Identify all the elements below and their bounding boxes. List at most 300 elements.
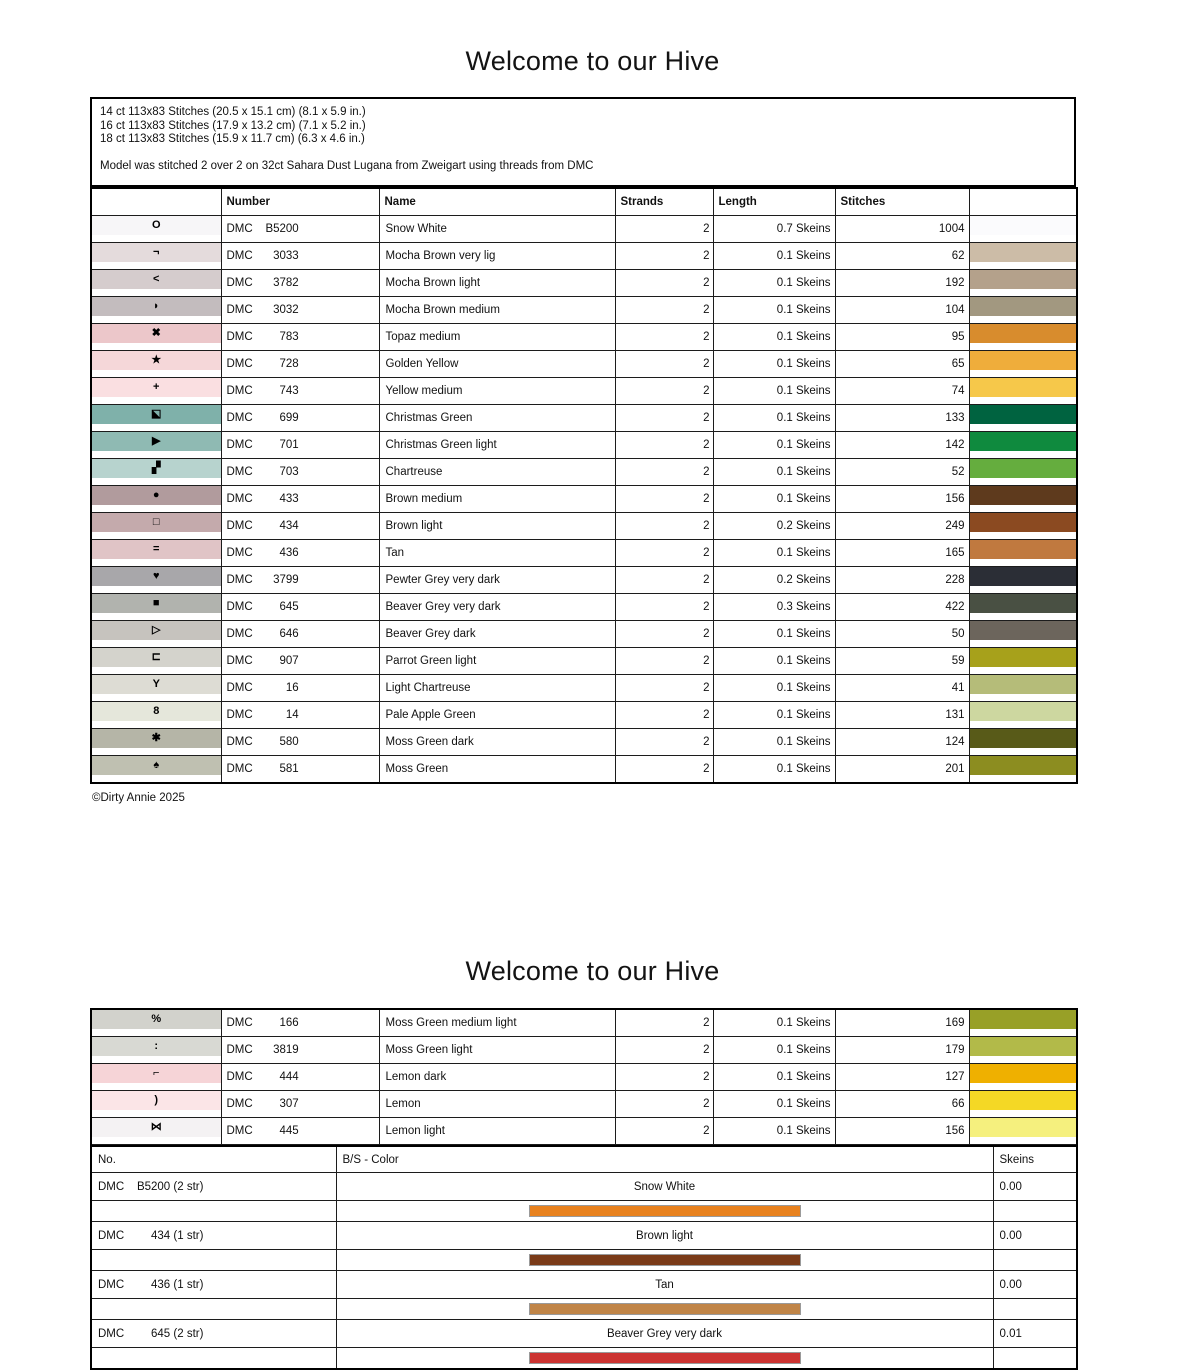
brand-label: DMC xyxy=(226,628,253,640)
length-value: 0.2 Skeins xyxy=(713,567,835,594)
symbol-cell xyxy=(91,675,221,702)
length-value: 0.3 Skeins xyxy=(713,594,835,621)
strands-value: 2 xyxy=(615,702,713,729)
color-swatch-cell xyxy=(969,270,1077,297)
stitches-value: 142 xyxy=(835,432,969,459)
stitch-symbol: + xyxy=(153,381,160,393)
color-swatch xyxy=(970,216,1077,235)
floss-name: Mocha Brown very lig xyxy=(379,243,615,270)
stitches-value: 65 xyxy=(835,351,969,378)
floss-key-table-continued xyxy=(90,1008,1078,1145)
floss-number-cell xyxy=(221,648,379,675)
bs-skeins-header: Skeins xyxy=(993,1146,1077,1173)
floss-name: Golden Yellow xyxy=(379,351,615,378)
length-value: 0.1 Skeins xyxy=(713,405,835,432)
floss-number: B5200 xyxy=(136,1180,171,1193)
symbol-column-header xyxy=(91,188,221,216)
stitch-symbol: ■ xyxy=(152,597,160,609)
brand-label: DMC xyxy=(226,736,253,748)
page-title: Welcome to our Hive xyxy=(465,46,720,76)
color-swatch-cell xyxy=(969,324,1077,351)
color-swatch-cell xyxy=(969,540,1077,567)
symbol-cell xyxy=(91,270,221,297)
stitches-value: 165 xyxy=(835,540,969,567)
floss-row xyxy=(91,513,1077,540)
stitches-value: 66 xyxy=(835,1091,969,1118)
color-swatch xyxy=(970,648,1077,667)
swatch-column-header xyxy=(969,188,1077,216)
stitches-value: 228 xyxy=(835,567,969,594)
strands-value: 2 xyxy=(615,1037,713,1064)
symbol-cell xyxy=(91,1037,221,1064)
symbol-chip xyxy=(92,432,221,451)
floss-number: 581 xyxy=(279,763,299,775)
color-swatch-cell xyxy=(969,378,1077,405)
stitch-symbol: ● xyxy=(152,489,160,501)
color-swatch-cell xyxy=(969,567,1077,594)
symbol-cell xyxy=(91,459,221,486)
empty-cell xyxy=(91,1348,336,1370)
length-column-header: Length xyxy=(713,188,835,216)
backstitch-bar-row xyxy=(91,1348,1077,1370)
floss-row xyxy=(91,405,1077,432)
floss-number-cell xyxy=(221,1009,379,1037)
stitch-count-infobox xyxy=(90,97,1076,187)
empty-cell xyxy=(993,1299,1077,1320)
color-swatch xyxy=(970,486,1077,505)
symbol-chip xyxy=(92,324,221,343)
brand-label: DMC xyxy=(226,493,253,505)
symbol-chip xyxy=(92,621,221,640)
symbol-cell xyxy=(91,594,221,621)
strands-value: 2 xyxy=(615,756,713,784)
length-value: 0.7 Skeins xyxy=(713,216,835,243)
floss-row xyxy=(91,540,1077,567)
strand-note: (2 str) xyxy=(173,1327,204,1340)
symbol-chip xyxy=(92,1037,221,1056)
bs-color-name: Snow White xyxy=(336,1173,993,1201)
strands-value: 2 xyxy=(615,675,713,702)
symbol-chip xyxy=(92,702,221,721)
backstitch-row xyxy=(91,1271,1077,1299)
bs-floss-number-cell xyxy=(91,1222,336,1250)
strands-value: 2 xyxy=(615,432,713,459)
stitch-symbol: ♠ xyxy=(153,759,160,771)
empty-cell xyxy=(91,1250,336,1271)
floss-number-cell xyxy=(221,540,379,567)
stitch-symbol: ▶ xyxy=(152,435,161,447)
floss-number: 3782 xyxy=(273,277,299,289)
floss-number-cell xyxy=(221,1118,379,1145)
empty-cell xyxy=(993,1201,1077,1222)
backstitch-row xyxy=(91,1320,1077,1348)
stitches-value: 422 xyxy=(835,594,969,621)
floss-number-cell xyxy=(221,351,379,378)
stitch-symbol: ) xyxy=(154,1094,159,1106)
floss-number: 3033 xyxy=(273,250,299,262)
floss-number: 444 xyxy=(279,1071,299,1083)
length-value: 0.1 Skeins xyxy=(713,297,835,324)
empty-cell xyxy=(993,1250,1077,1271)
length-value: 0.1 Skeins xyxy=(713,351,835,378)
strands-value: 2 xyxy=(615,621,713,648)
brand-label: DMC xyxy=(226,223,253,235)
strands-value: 2 xyxy=(615,648,713,675)
stitch-count-line: 16 ct 113x83 Stitches (17.9 x 13.2 cm) (7.1 x 5.2 in.) xyxy=(100,119,366,132)
floss-name: Snow White xyxy=(379,216,615,243)
brand-label: DMC xyxy=(98,1278,125,1291)
symbol-cell xyxy=(91,324,221,351)
stitch-count-line: 14 ct 113x83 Stitches (20.5 x 15.1 cm) (8.1 x 5.9 in.) xyxy=(100,106,366,118)
backstitch-row xyxy=(91,1222,1077,1250)
symbol-chip xyxy=(92,1010,221,1029)
color-swatch xyxy=(970,297,1077,316)
floss-name: Pewter Grey very dark xyxy=(379,567,615,594)
floss-row xyxy=(91,378,1077,405)
bs-skeins-value: 0.00 xyxy=(993,1271,1077,1299)
brand-label: DMC xyxy=(98,1180,125,1193)
color-swatch xyxy=(970,432,1077,451)
floss-row xyxy=(91,1009,1077,1037)
strands-value: 2 xyxy=(615,459,713,486)
stitch-symbol: = xyxy=(153,543,160,555)
strand-note: (1 str) xyxy=(173,1229,204,1242)
length-value: 0.1 Skeins xyxy=(713,621,835,648)
symbol-cell xyxy=(91,729,221,756)
floss-number: 3819 xyxy=(273,1044,299,1056)
symbol-cell xyxy=(91,486,221,513)
stitch-symbol: ✖ xyxy=(151,327,161,339)
backstitch-header-row xyxy=(91,1146,1077,1173)
floss-number-cell xyxy=(221,729,379,756)
symbol-cell xyxy=(91,621,221,648)
strands-value: 2 xyxy=(615,729,713,756)
brand-label: DMC xyxy=(226,1071,253,1083)
color-swatch xyxy=(970,729,1077,748)
number-column-header: Number xyxy=(221,188,379,216)
floss-number-cell xyxy=(221,594,379,621)
color-swatch-cell xyxy=(969,513,1077,540)
page-title: Welcome to our Hive xyxy=(465,956,720,986)
strands-value: 2 xyxy=(615,297,713,324)
floss-number-cell xyxy=(221,486,379,513)
floss-number-cell xyxy=(221,1064,379,1091)
floss-number: 699 xyxy=(279,412,299,424)
floss-row xyxy=(91,567,1077,594)
color-swatch xyxy=(970,243,1077,262)
floss-number-cell xyxy=(221,405,379,432)
color-swatch xyxy=(970,621,1077,640)
symbol-chip xyxy=(92,540,221,559)
brand-label: DMC xyxy=(226,1017,253,1029)
bs-color-name: Beaver Grey very dark xyxy=(336,1320,993,1348)
strands-value: 2 xyxy=(615,513,713,540)
empty-cell xyxy=(993,1348,1077,1370)
symbol-chip xyxy=(92,216,221,235)
length-value: 0.1 Skeins xyxy=(713,702,835,729)
floss-number: 445 xyxy=(279,1125,299,1137)
floss-name: Christmas Green xyxy=(379,405,615,432)
brand-label: DMC xyxy=(98,1229,125,1242)
color-swatch xyxy=(970,351,1077,370)
stitches-value: 201 xyxy=(835,756,969,784)
stitches-value: 74 xyxy=(835,378,969,405)
color-swatch-cell xyxy=(969,243,1077,270)
strand-note: (1 str) xyxy=(173,1278,204,1291)
length-value: 0.1 Skeins xyxy=(713,1037,835,1064)
floss-number-cell xyxy=(221,216,379,243)
stitch-symbol: ◪ xyxy=(151,408,162,420)
stitch-symbol: % xyxy=(151,1013,162,1025)
stitches-value: 52 xyxy=(835,459,969,486)
floss-name: Beaver Grey very dark xyxy=(379,594,615,621)
backstitch-table xyxy=(90,1145,1078,1370)
stitches-value: 41 xyxy=(835,675,969,702)
color-swatch-cell xyxy=(969,729,1077,756)
symbol-chip xyxy=(92,297,221,316)
floss-name: Moss Green medium light xyxy=(379,1009,615,1037)
floss-number: 3032 xyxy=(273,304,299,316)
strands-value: 2 xyxy=(615,540,713,567)
strands-value: 2 xyxy=(615,594,713,621)
color-swatch xyxy=(970,513,1077,532)
backstitch-color-bar xyxy=(529,1254,801,1266)
floss-number: 16 xyxy=(285,682,299,694)
color-swatch-cell xyxy=(969,648,1077,675)
brand-label: DMC xyxy=(226,385,253,397)
floss-number: 701 xyxy=(279,439,299,451)
brand-label: DMC xyxy=(226,331,253,343)
bs-floss-number-cell xyxy=(91,1173,336,1201)
symbol-chip xyxy=(92,1118,221,1137)
brand-label: DMC xyxy=(226,601,253,613)
stitch-symbol: 8 xyxy=(153,705,160,717)
bs-color-name: Tan xyxy=(336,1271,993,1299)
stitches-value: 127 xyxy=(835,1064,969,1091)
floss-row xyxy=(91,486,1077,513)
bs-color-header: B/S - Color xyxy=(336,1146,993,1173)
floss-number-cell xyxy=(221,513,379,540)
symbol-cell xyxy=(91,567,221,594)
floss-number-cell xyxy=(221,1091,379,1118)
backstitch-row xyxy=(91,1173,1077,1201)
brand-label: DMC xyxy=(226,304,253,316)
strands-value: 2 xyxy=(615,486,713,513)
empty-cell xyxy=(91,1201,336,1222)
brand-label: DMC xyxy=(226,277,253,289)
color-swatch xyxy=(970,675,1077,694)
symbol-chip xyxy=(92,729,221,748)
floss-row xyxy=(91,216,1077,243)
floss-name: Brown medium xyxy=(379,486,615,513)
floss-name: Moss Green xyxy=(379,756,615,784)
symbol-chip xyxy=(92,486,221,505)
symbol-chip xyxy=(92,459,221,478)
length-value: 0.1 Skeins xyxy=(713,324,835,351)
stitch-symbol: : xyxy=(154,1040,159,1052)
color-swatch xyxy=(970,1091,1077,1110)
bs-skeins-value: 0.00 xyxy=(993,1222,1077,1250)
color-swatch xyxy=(970,378,1077,397)
backstitch-bar-row xyxy=(91,1299,1077,1320)
floss-number: 14 xyxy=(285,709,299,721)
symbol-cell xyxy=(91,297,221,324)
floss-row xyxy=(91,648,1077,675)
floss-name: Parrot Green light xyxy=(379,648,615,675)
stitch-symbol: < xyxy=(153,273,160,285)
floss-number: 307 xyxy=(279,1098,299,1110)
bs-floss-number-cell xyxy=(91,1320,336,1348)
strands-value: 2 xyxy=(615,243,713,270)
color-swatch xyxy=(970,1064,1077,1083)
color-swatch xyxy=(970,756,1077,775)
brand-label: DMC xyxy=(226,520,253,532)
name-column-header: Name xyxy=(379,188,615,216)
symbol-chip xyxy=(92,243,221,262)
symbol-cell xyxy=(91,702,221,729)
floss-row xyxy=(91,1064,1077,1091)
stitches-value: 156 xyxy=(835,486,969,513)
symbol-chip xyxy=(92,675,221,694)
stitch-symbol: ⋈ xyxy=(150,1121,162,1133)
floss-name: Lemon dark xyxy=(379,1064,615,1091)
stitch-symbol: O xyxy=(151,219,161,231)
stitch-symbol: □ xyxy=(152,516,160,528)
color-swatch-cell xyxy=(969,1118,1077,1145)
brand-label: DMC xyxy=(226,358,253,370)
symbol-cell xyxy=(91,648,221,675)
brand-label: DMC xyxy=(226,574,253,586)
symbol-chip xyxy=(92,567,221,586)
floss-number: 436 xyxy=(279,547,299,559)
symbol-cell xyxy=(91,1091,221,1118)
length-value: 0.1 Skeins xyxy=(713,648,835,675)
color-swatch xyxy=(970,459,1077,478)
stitches-column-header: Stitches xyxy=(835,188,969,216)
floss-row xyxy=(91,270,1077,297)
floss-number: 436 xyxy=(151,1278,171,1291)
stitches-value: 1004 xyxy=(835,216,969,243)
color-swatch xyxy=(970,1037,1077,1056)
floss-number: 434 xyxy=(279,520,299,532)
symbol-cell xyxy=(91,216,221,243)
bs-color-name: Brown light xyxy=(336,1222,993,1250)
stitches-value: 156 xyxy=(835,1118,969,1145)
floss-number: 434 xyxy=(151,1229,171,1242)
color-swatch-cell xyxy=(969,486,1077,513)
symbol-cell xyxy=(91,513,221,540)
floss-number: B5200 xyxy=(265,223,299,235)
floss-number-cell xyxy=(221,324,379,351)
stitches-value: 133 xyxy=(835,405,969,432)
length-value: 0.1 Skeins xyxy=(713,270,835,297)
color-swatch xyxy=(970,270,1077,289)
floss-row xyxy=(91,324,1077,351)
brand-label: DMC xyxy=(226,1044,253,1056)
stitch-symbol: ▞ xyxy=(152,462,161,474)
stitches-value: 62 xyxy=(835,243,969,270)
floss-name: Moss Green dark xyxy=(379,729,615,756)
symbol-cell xyxy=(91,432,221,459)
strands-value: 2 xyxy=(615,378,713,405)
floss-number: 645 xyxy=(279,601,299,613)
length-value: 0.1 Skeins xyxy=(713,729,835,756)
strands-value: 2 xyxy=(615,216,713,243)
symbol-cell xyxy=(91,243,221,270)
color-swatch-cell xyxy=(969,1064,1077,1091)
floss-row xyxy=(91,432,1077,459)
color-swatch-cell xyxy=(969,621,1077,648)
floss-number: 433 xyxy=(279,493,299,505)
color-swatch-cell xyxy=(969,594,1077,621)
color-swatch xyxy=(970,1010,1077,1029)
symbol-chip xyxy=(92,270,221,289)
floss-number: 703 xyxy=(279,466,299,478)
floss-number-cell xyxy=(221,621,379,648)
color-swatch-cell xyxy=(969,756,1077,784)
length-value: 0.1 Skeins xyxy=(713,540,835,567)
color-swatch xyxy=(970,1118,1077,1137)
symbol-chip xyxy=(92,594,221,613)
brand-label: DMC xyxy=(226,547,253,559)
floss-row xyxy=(91,297,1077,324)
stitch-symbol: ★ xyxy=(151,354,162,366)
symbol-cell xyxy=(91,540,221,567)
color-swatch-cell xyxy=(969,1037,1077,1064)
spacer xyxy=(100,147,1066,160)
floss-name: Christmas Green light xyxy=(379,432,615,459)
length-value: 0.1 Skeins xyxy=(713,243,835,270)
empty-cell xyxy=(91,1299,336,1320)
color-swatch xyxy=(970,405,1077,424)
stitch-symbol: ¬ xyxy=(153,246,160,258)
color-swatch-cell xyxy=(969,675,1077,702)
length-value: 0.1 Skeins xyxy=(713,675,835,702)
floss-number: 783 xyxy=(279,331,299,343)
length-value: 0.1 Skeins xyxy=(713,756,835,784)
strands-value: 2 xyxy=(615,270,713,297)
length-value: 0.1 Skeins xyxy=(713,1009,835,1037)
floss-name: Mocha Brown light xyxy=(379,270,615,297)
floss-row xyxy=(91,1091,1077,1118)
floss-number-cell xyxy=(221,270,379,297)
strands-value: 2 xyxy=(615,351,713,378)
length-value: 0.1 Skeins xyxy=(713,1064,835,1091)
floss-row xyxy=(91,675,1077,702)
brand-label: DMC xyxy=(226,655,253,667)
floss-number-cell xyxy=(221,243,379,270)
stitch-symbol: ♥ xyxy=(152,570,160,582)
stitch-symbol: ✱ xyxy=(151,732,161,744)
floss-name: Lemon xyxy=(379,1091,615,1118)
floss-name: Lemon light xyxy=(379,1118,615,1145)
color-swatch xyxy=(970,540,1077,559)
backstitch-color-bar xyxy=(529,1352,801,1364)
floss-number-cell xyxy=(221,756,379,784)
floss-number-cell xyxy=(221,567,379,594)
length-value: 0.1 Skeins xyxy=(713,486,835,513)
floss-row xyxy=(91,351,1077,378)
symbol-cell xyxy=(91,351,221,378)
strands-value: 2 xyxy=(615,567,713,594)
floss-row xyxy=(91,756,1077,784)
color-swatch xyxy=(970,594,1077,613)
bs-no-header: No. xyxy=(91,1146,336,1173)
backstitch-bar-row xyxy=(91,1201,1077,1222)
stitches-value: 192 xyxy=(835,270,969,297)
strands-value: 2 xyxy=(615,1091,713,1118)
key-table-header-row xyxy=(91,188,1077,216)
